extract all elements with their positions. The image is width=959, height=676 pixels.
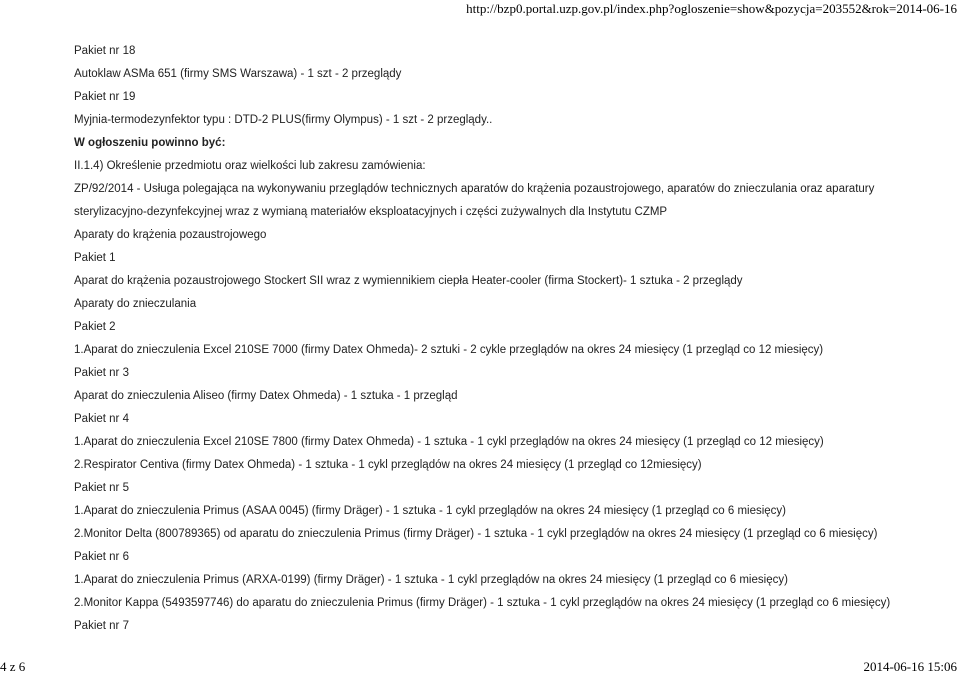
text-line: II.1.4) Określenie przedmiotu oraz wielkości lub zakresu zamówienia:	[74, 160, 426, 172]
text-line: Pakiet nr 6	[74, 551, 129, 563]
text-line: ZP/92/2014 - Usługa polegająca na wykonywaniu przeglądów technicznych aparatów do krążenia pozaustrojowego, aparatów do znieczulania oraz aparatury	[74, 183, 875, 195]
page-counter: 4 z 6	[0, 659, 26, 674]
text-line: Pakiet nr 3	[74, 367, 129, 379]
text-line: 1.Aparat do znieczulenia Excel 210SE 7800 (firmy Datex Ohmeda) - 1 sztuka - 1 cykl przeglądów na okres 24 miesięcy (1 przegląd co 12 miesięcy)	[74, 436, 824, 448]
text-line: Pakiet 2	[74, 321, 116, 333]
text-line: 2.Monitor Delta (800789365) od aparatu do znieczulenia Primus (firmy Dräger) - 1 sztuka - 1 cykl przeglądów na okres 24 miesięcy (1 przegląd co 6 miesięcy)	[74, 528, 878, 540]
text-line: Autoklaw ASMa 651 (firmy SMS Warszawa) - 1 szt - 2 przeglądy	[74, 68, 402, 80]
text-line: Pakiet nr 5	[74, 482, 129, 494]
text-line: Aparat do znieczulenia Aliseo (firmy Datex Ohmeda) - 1 sztuka - 1 przegląd	[74, 390, 458, 402]
text-line: 1.Aparat do znieczulenia Excel 210SE 7000 (firmy Datex Ohmeda)- 2 sztuki - 2 cykle przeglądów na okres 24 miesięcy (1 przegląd co 12 miesięcy)	[74, 344, 824, 356]
text-line: Aparat do krążenia pozaustrojowego Stockert SII wraz z wymiennikiem ciepła Heater-cooler (firma Stockert)- 1 sztuka - 2 przeglądy	[74, 275, 743, 287]
text-line: Pakiet nr 4	[74, 413, 129, 425]
page-url-header: http://bzp0.portal.uzp.gov.pl/index.php?ogloszenie=show&pozycja=203552&rok=2014-06-16	[466, 1, 957, 16]
text-line: 2.Respirator Centiva (firmy Datex Ohmeda) - 1 sztuka - 1 cykl przeglądów na okres 24 miesięcy (1 przegląd co 12miesięcy)	[74, 459, 702, 471]
text-line: Pakiet nr 18	[74, 45, 136, 57]
text-line: Aparaty do znieczulania	[74, 298, 197, 310]
section-heading: W ogłoszeniu powinno być:	[74, 137, 226, 149]
announcement-content	[74, 44, 954, 642]
print-timestamp: 2014-06-16 15:06	[863, 659, 957, 674]
text-line: 1.Aparat do znieczulenia Primus (ASAA 0045) (firmy Dräger) - 1 sztuka - 1 cykl przeglądów na okres 24 miesięcy (1 przegląd co 6 miesięcy)	[74, 505, 787, 517]
text-line: Aparaty do krążenia pozaustrojowego	[74, 229, 267, 241]
text-line: 2.Monitor Kappa (5493597746) do aparatu do znieczulenia Primus (firmy Dräger) - 1 sztuka - 1 cykl przeglądów na okres 24 miesięcy (1 przegląd co 6 miesięcy)	[74, 597, 891, 609]
text-line: 1.Aparat do znieczulenia Primus (ARXA-0199) (firmy Dräger) - 1 sztuka - 1 cykl przeglądów na okres 24 miesięcy (1 przegląd co 6 miesięcy)	[74, 574, 788, 586]
text-line: Pakiet nr 19	[74, 91, 136, 103]
text-line: Pakiet 1	[74, 252, 116, 264]
text-line: Myjnia-termodezynfektor typu : DTD-2 PLUS(firmy Olympus) - 1 szt - 2 przeglądy..	[74, 114, 493, 126]
text-line: sterylizacyjno-dezynfekcyjnej wraz z wymianą materiałów eksploatacyjnych i części zużywalnych dla Instytutu CZMP	[74, 206, 668, 218]
text-line: Pakiet nr 7	[74, 620, 129, 632]
